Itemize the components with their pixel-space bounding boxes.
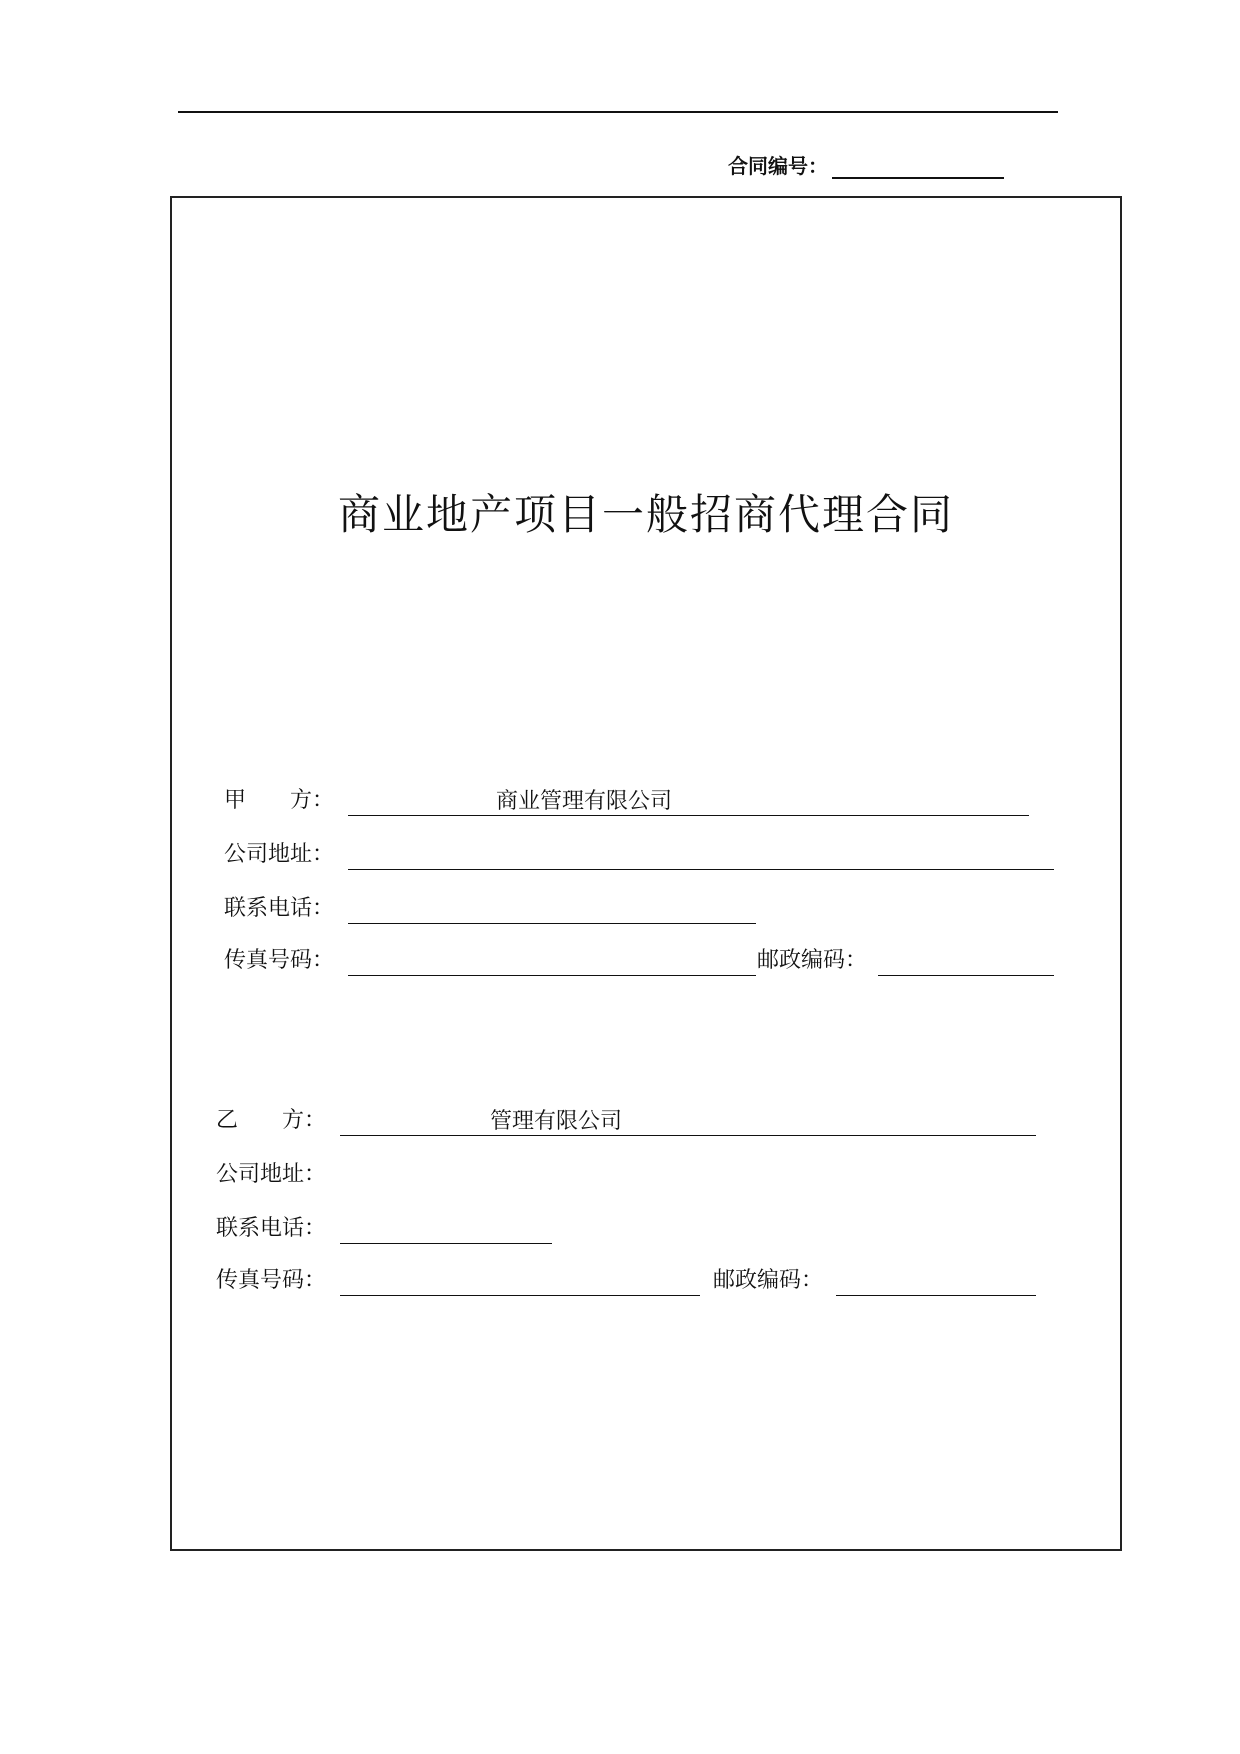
party-a-row (224, 786, 1104, 816)
party-a-label: 甲 方： (224, 788, 335, 813)
contract-number (728, 150, 1004, 179)
party-b-fax-field[interactable] (340, 1266, 700, 1296)
party-a-address-row (224, 840, 1104, 870)
party-a-postal-label: 邮政编码： (757, 948, 868, 973)
party-a-postal-field[interactable] (878, 946, 1054, 976)
party-b-phone-field[interactable] (340, 1214, 552, 1244)
party-b-postal-field[interactable] (836, 1266, 1036, 1296)
party-a-phone-label: 联系电话： (224, 896, 335, 921)
party-b-address-row (216, 1160, 1096, 1190)
contract-cover-frame (170, 196, 1122, 1551)
party-a-address-field[interactable] (348, 840, 1054, 870)
party-b-row (216, 1106, 1096, 1136)
party-a-value: 商业管理有限公司 (496, 789, 673, 814)
party-a-phone-row (224, 894, 1104, 924)
header-rule (178, 111, 1058, 113)
party-b-value: 管理有限公司 (490, 1109, 623, 1134)
party-b-label: 乙 方： (216, 1108, 327, 1133)
party-b-field[interactable] (340, 1106, 1036, 1136)
document-title: 商业地产项目一般招商代理合同 (337, 490, 954, 539)
party-b-postal-label: 邮政编码： (713, 1268, 824, 1293)
party-a-fax-row (224, 946, 1104, 976)
party-b-fax-row (216, 1266, 1096, 1296)
contract-number-blank[interactable] (832, 157, 1004, 179)
party-a-fax-field[interactable] (348, 946, 756, 976)
contract-number-label: 合同编号： (728, 154, 828, 178)
party-b-fax-label: 传真号码： (216, 1268, 327, 1293)
party-a-fax-label: 传真号码： (224, 948, 335, 973)
party-a-phone-field[interactable] (348, 894, 756, 924)
party-b-address-label: 公司地址： (216, 1162, 327, 1187)
party-a-address-label: 公司地址： (224, 842, 335, 867)
party-b-phone-row (216, 1214, 1096, 1244)
party-b-phone-label: 联系电话： (216, 1216, 327, 1241)
party-a-field[interactable] (348, 786, 1029, 816)
